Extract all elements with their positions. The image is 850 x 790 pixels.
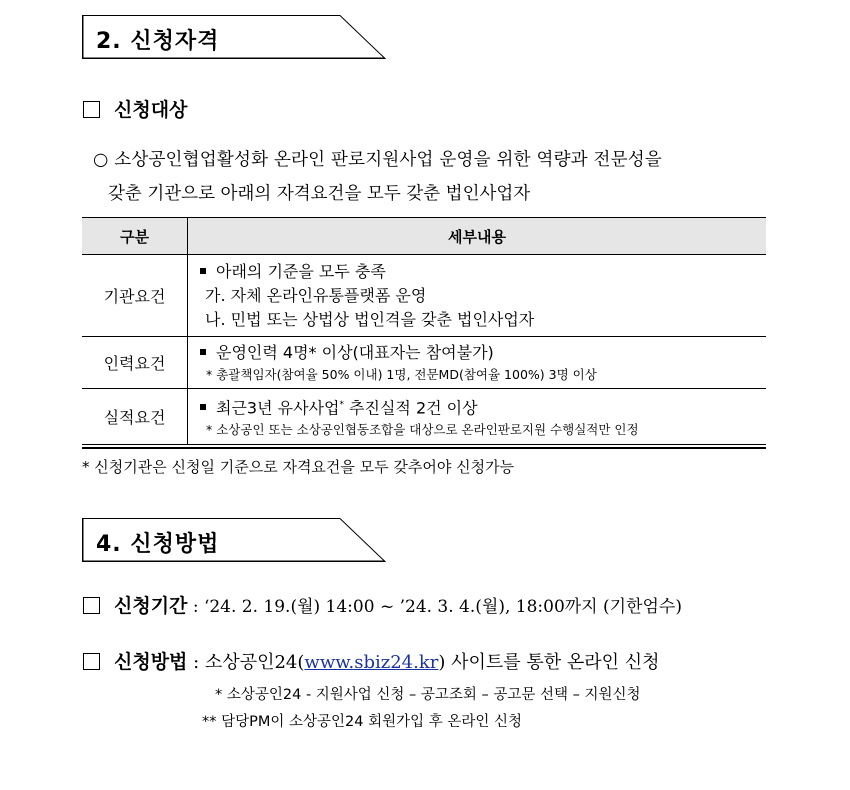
table-row [82, 337, 766, 389]
row-note: * 총괄책임자(참여율 50% 이내) 1명, 전문MD(참여율 100%) 3명 이상 [206, 366, 597, 382]
subheading-target: 신청대상 [114, 99, 188, 121]
square-bullet-icon [200, 404, 206, 410]
row-line: 나. 민법 또는 상법상 법인격을 갖춘 법인사업자 [205, 309, 535, 329]
method-note-1: * 소상공인24 - 지원사업 신청 – 공고조회 – 공고문 선택 – 지원신청 [215, 687, 641, 703]
row-category: 기관요건 [82, 255, 188, 337]
square-bullet-icon [200, 268, 206, 274]
intro-line-1: ○ 소상공인협업활성화 온라인 판로지원사업 운영을 위한 역량과 전문성을 [93, 150, 662, 170]
section-4-title: 4. 신청방법 [96, 532, 220, 557]
requirements-table [82, 218, 766, 445]
method-note-2: ** 담당PM이 소상공인24 회원가입 후 온라인 신청 [202, 714, 522, 730]
table-row [82, 255, 766, 337]
checkbox-icon [83, 653, 100, 670]
period-label: 신청기간 [114, 595, 188, 617]
row-note: * 소상공인 또는 소상공인협동조합을 대상으로 온라인판로지원 수행실적만 인정 [206, 422, 639, 438]
intro-line-2: 갖춘 기관으로 아래의 자격요건을 모두 갖춘 법인사업자 [108, 184, 531, 204]
row-category: 인력요건 [82, 337, 188, 389]
method-label: 신청방법 [114, 651, 188, 673]
application-method [114, 647, 660, 674]
header-details: 세부내용 [188, 218, 767, 255]
header-category: 구분 [82, 218, 188, 255]
row-bullet-sup: * [339, 399, 344, 410]
table-row [82, 389, 766, 445]
section-2-title: 2. 신청자격 [96, 29, 220, 54]
row-details [188, 255, 767, 337]
period-value: : ‘24. 2. 19.(월) 14:00 ~ ’24. 3. 4.(월), 18:00까지 (기한엄수) [187, 597, 682, 617]
application-period [114, 591, 682, 618]
row-bullet-text: 운영인력 4명* 이상(대표자는 참여불가) [216, 342, 494, 362]
table-header-row [82, 218, 766, 255]
row-details [188, 337, 767, 389]
sbiz24-link[interactable]: www.sbiz24.kr [304, 652, 439, 673]
method-prefix: : 소상공인24( [187, 652, 305, 673]
row-details [188, 389, 767, 445]
section-2-header [82, 15, 386, 59]
row-bullet-tail: 추진실적 2건 이상 [343, 398, 478, 418]
section-4-header [82, 518, 386, 562]
eligibility-footnote: * 신청기관은 신청일 기준으로 자격요건을 모두 갖추어야 신청가능 [82, 458, 515, 476]
row-category: 실적요건 [82, 389, 188, 445]
table-bottom-border [82, 447, 766, 449]
square-bullet-icon [200, 349, 206, 355]
method-suffix: ) 사이트를 통한 온라인 신청 [438, 652, 660, 673]
checkbox-icon [83, 101, 100, 118]
row-bullet-text: 최근3년 유사사업 [216, 398, 340, 418]
row-bullet-text: 아래의 기준을 모두 충족 [216, 261, 386, 281]
row-line: 가. 자체 온라인유통플랫폼 운영 [205, 285, 427, 305]
checkbox-icon [83, 597, 100, 614]
